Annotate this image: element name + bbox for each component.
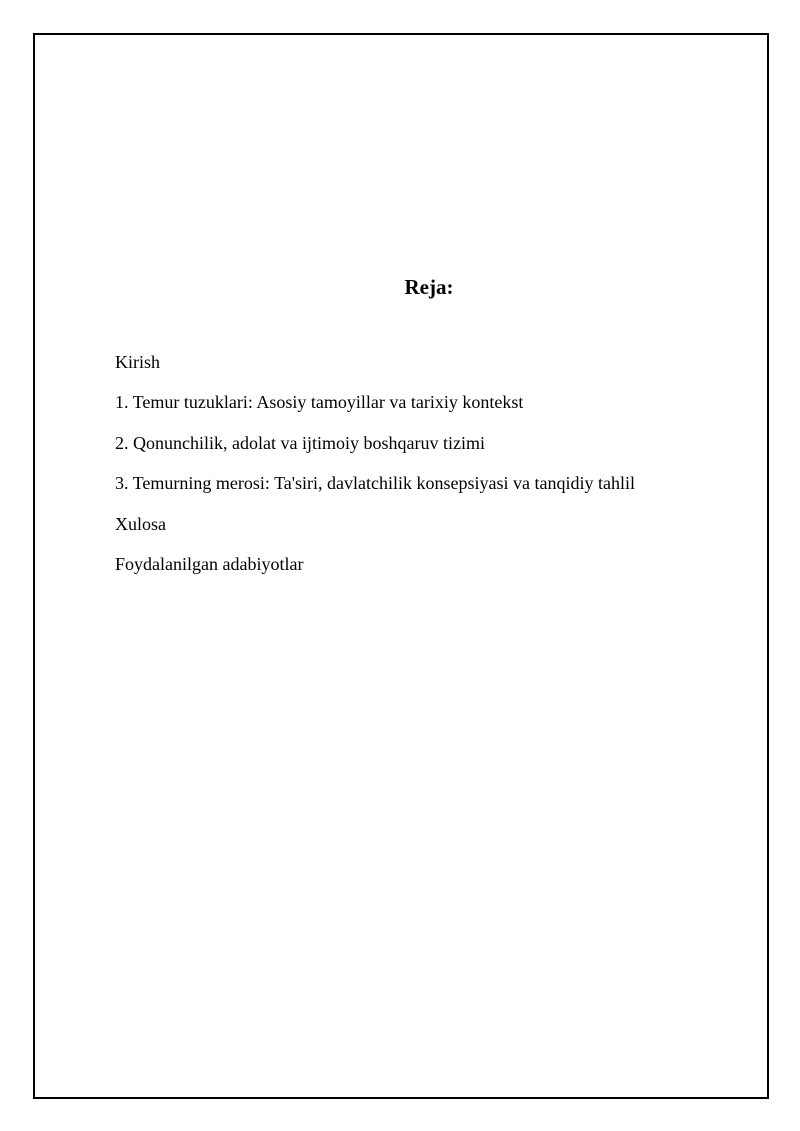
toc-item-chapter-1: 1. Temur tuzuklari: Asosiy tamoyillar va tarixiy kontekst [115, 392, 524, 413]
page-title: Reja: [404, 275, 454, 299]
table-of-contents [115, 351, 635, 593]
toc-item-conclusion: Xulosa [115, 513, 166, 534]
toc-item-introduction: Kirish [115, 352, 160, 372]
toc-item-chapter-3: 3. Temurning merosi: Ta'siri, davlatchilik konsepsiyasi va tanqidiy tahlil [115, 473, 635, 494]
toc-item-chapter-2: 2. Qonunchilik, adolat va ijtimoiy boshqaruv tizimi [115, 432, 485, 453]
toc-item-references: Foydalanilgan adabiyotlar [115, 553, 304, 574]
